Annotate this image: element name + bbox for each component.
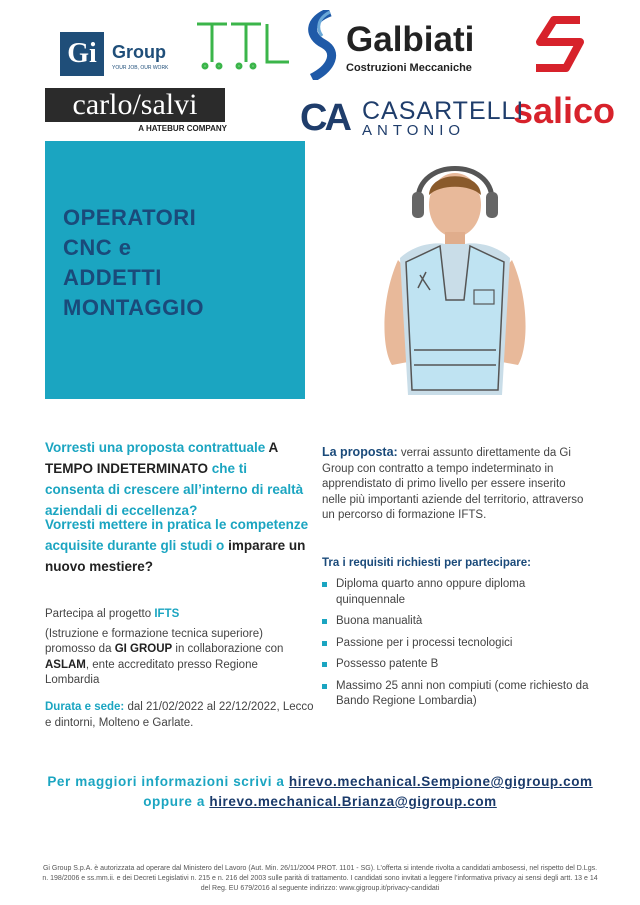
email-link-sempione[interactable]: hirevo.mechanical.Sempione@gigroup.com xyxy=(288,774,593,789)
bullet-icon xyxy=(322,641,327,646)
hero-banner xyxy=(45,141,305,399)
gi-mark: Gi xyxy=(60,32,104,76)
q2-text-a: Vorresti mettere in pratica le competenze acquisite durante gli studi xyxy=(45,517,309,553)
galbiati-sub: Costruzioni Meccaniche xyxy=(346,62,472,74)
carlo-salvi-logo xyxy=(45,88,227,136)
duration-label: Durata e sede: xyxy=(45,701,125,713)
requirement-text: Massimo 25 anni non compiuti (come richiesto da Bando Regione Lombardia) xyxy=(336,679,589,707)
ttl-logo xyxy=(193,18,293,73)
galbiati-word: Galbiati xyxy=(346,20,475,59)
question-2 xyxy=(45,514,310,577)
requirements-title: Tra i requisiti richiesti per partecipare: xyxy=(322,557,531,569)
ifts-aslam: ASLAM xyxy=(45,658,86,671)
requirement-item xyxy=(322,577,592,608)
hero-title-line: CNC e xyxy=(63,235,132,260)
question-1 xyxy=(45,437,310,521)
requirements-list xyxy=(322,577,592,716)
casartelli-word: CASARTELLI xyxy=(362,97,525,125)
salico-word: salico xyxy=(512,90,616,131)
galbiati-logo xyxy=(302,10,502,80)
bullet-icon xyxy=(322,684,327,689)
carlo-salvi-word: carlo/salvi xyxy=(45,88,225,122)
hero-title-line: ADDETTI xyxy=(63,265,162,290)
q1-highlight: A TEMPO INDETERMINATO xyxy=(45,440,278,476)
ifts-gi: GI GROUP xyxy=(114,643,173,655)
ifts-description xyxy=(45,607,315,689)
q1-text-a: Vorresti una proposta contrattuale xyxy=(45,440,266,455)
offer-description xyxy=(322,445,584,524)
legal-footer: Gi Group S.p.A. è autorizzata ad operare dal Ministero del Lavoro (Aut. Min. 26/11/2004 PROT. 1101 - SG). L’offerta si intende rivolta a candidati ambosessi, nel rispetto del D.Lgs. n. 198/2006 e ss.mm.ii. e dei Decreti Legislativi n. 215 e n. 216 del 2003 sulle parità di trattamento. I candidati sono invitati a leggere l’informativa privacy ai sensi degli artt. 13 e 14 del Reg. EU 679/2016 al seguente indirizzo: www.gigroup.it/privacy-candidati xyxy=(42,865,598,892)
ifts-text-2: in collaborazione con xyxy=(172,643,284,655)
q2-highlight: imparare un nuovo mestiere? xyxy=(45,538,306,574)
gi-tagline: YOUR JOB, OUR WORK xyxy=(112,65,169,71)
requirement-text: Possesso patente B xyxy=(336,658,439,670)
q2-text-b: o xyxy=(216,538,225,553)
casartelli-logo xyxy=(300,95,525,140)
requirement-item xyxy=(322,614,592,630)
hero-title-line: OPERATORI xyxy=(63,205,197,230)
gi-group-logo xyxy=(60,32,175,77)
contact-intro: Per maggiori informazioni scrivi a xyxy=(47,774,289,789)
casartelli-sub: ANTONIO xyxy=(362,122,466,139)
offer-label: La proposta: xyxy=(322,445,398,459)
offer-text: verrai assunto direttamente da Gi Group con contratto a tempo indeterminato in apprendistato di primo livello per essere inserito nelle più importanti aziende del territorio, attraverso un percorso di formazione IFTS. xyxy=(322,447,584,521)
contact-or: oppure a xyxy=(143,794,210,809)
requirement-item xyxy=(322,679,592,710)
hero-title-line: MONTAGGIO xyxy=(63,295,204,320)
bullet-icon xyxy=(322,619,327,624)
ifts-text: (Istruzione e formazione tecnica superiore) promosso da xyxy=(45,627,263,655)
contact-block xyxy=(0,772,640,812)
worker-illustration xyxy=(370,150,540,400)
requirement-item xyxy=(322,657,592,673)
q1-text-c: che ti consenta di crescere all’interno di realtà aziendali di eccellenza? xyxy=(45,461,304,518)
duration-location xyxy=(45,700,315,731)
salico-logo xyxy=(508,12,620,130)
ifts-intro: Partecipa al progetto xyxy=(45,608,155,620)
carlo-salvi-sub: A HATEBUR COMPANY xyxy=(138,124,227,133)
requirement-text: Buona manualità xyxy=(336,615,423,627)
requirement-text: Diploma quarto anno oppure diploma quinquennale xyxy=(336,578,526,606)
hero-title xyxy=(63,203,204,323)
ifts-text-3: , ente accreditato presso Regione Lombardia xyxy=(45,658,258,686)
casartelli-mark: CA xyxy=(300,97,349,139)
requirement-text: Passione per i processi tecnologici xyxy=(336,636,513,649)
duration-text: dal 21/02/2022 al 22/12/2022, Lecco e dintorni, Molteno e Garlate. xyxy=(45,701,314,729)
bullet-icon xyxy=(322,662,327,667)
ifts-acronym: IFTS xyxy=(154,608,180,620)
requirement-item xyxy=(322,636,592,652)
bullet-icon xyxy=(322,582,327,587)
email-link-brianza[interactable]: hirevo.mechanical.Brianza@gigroup.com xyxy=(209,794,497,809)
gi-word: Group xyxy=(112,42,166,62)
